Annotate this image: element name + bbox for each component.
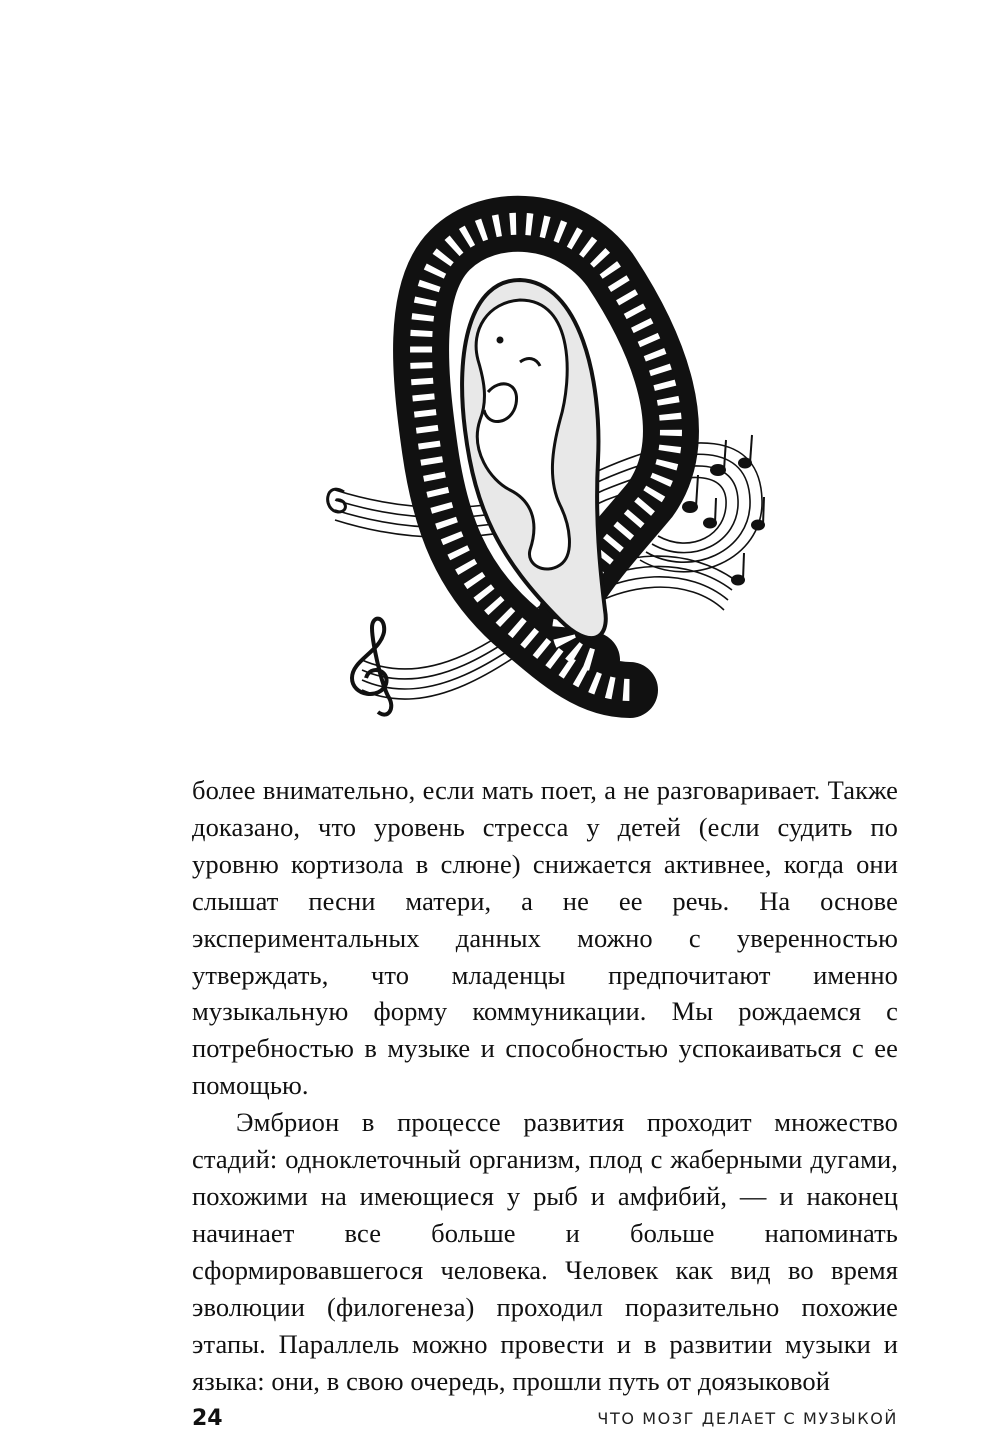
page-number: 24 [192,1406,223,1431]
running-title: ЧТО МОЗГ ДЕЛАЕТ С МУЗЫКОЙ [597,1409,898,1428]
paragraph: Эмбрион в процессе развития проходит множество стадий: одноклеточный организм, плод с жаберными дугами, похожими на имеющиеся у рыб и амфибий, — и наконец начинает все больше и больше напоминать сформировавшегося человека. Человек как вид во время эволюции (филогенеза) проходил поразительно похожие этапы. Параллель можно провести и в развитии музыки и языка: они, в свою очередь, прошли путь от доязыковой [192,1107,898,1396]
paragraph: более внимательно, если мать поет, а не разговаривает. Также доказано, что уровень стресса у детей (если судить по уровню кортизола в слюне) снижается активнее, когда они слышат песни матери, а не ее речь. На основе экспериментальных данных можно с уверенностью утверждать, что младенцы предпочитают именно музыкальную форму коммуникации. Мы рождаемся с потребностью в музыке и способностью успокаиваться с ее помощью. [192,775,898,1101]
body-text [192,772,898,1399]
embryo-keyboard-illustration [300,150,790,730]
clef-scroll-icon [328,489,346,512]
page-footer [0,1400,1000,1440]
